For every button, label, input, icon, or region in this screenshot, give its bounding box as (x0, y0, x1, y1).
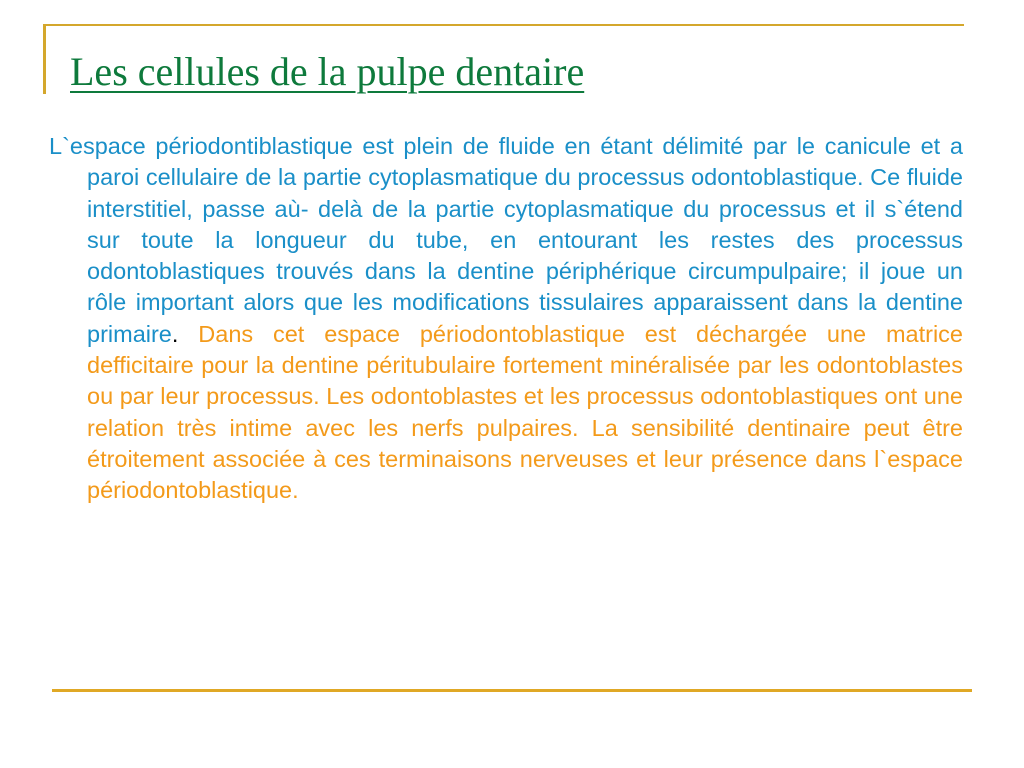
slide-title: Les cellules de la pulpe dentaire (70, 49, 585, 94)
slide-body-paragraph (49, 131, 963, 507)
decorative-bottom-line (52, 689, 972, 692)
decorative-vertical-line (43, 24, 46, 94)
body-text-blue: L`espace périodontiblastique est plein de fluide en étant délimité par le canicule et a paroi cellulaire de la partie cytoplasmatique du processus odontoblastique. Ce fluide interstitiel, passe aù- delà de la partie cytoplasmatique du processus et il s`étend sur toute la longueur du tube, en entourant les restes des processus odontoblastiques trouvés dans la dentine périphérique circumpulpaire; il joue un rôle important alors que les modifications tissulaires apparaissent dans la dentine primaire (49, 133, 963, 347)
decorative-top-line (43, 24, 964, 26)
body-text-orange: Dans cet espace périodontoblastique est déchargée une matrice defficitaire pour la dentine péritubulaire fortement minéralisée par les odontoblastes ou par leur processus. Les odontoblastes et les processus odontoblastiques ont une relation très intime avec les nerfs pulpaires. La sensibilité dentinaire peut être étroitement associée à ces terminaisons nerveuses et leur présence dans l`espace périodontoblastique. (87, 320, 964, 504)
body-period: . (171, 320, 179, 347)
